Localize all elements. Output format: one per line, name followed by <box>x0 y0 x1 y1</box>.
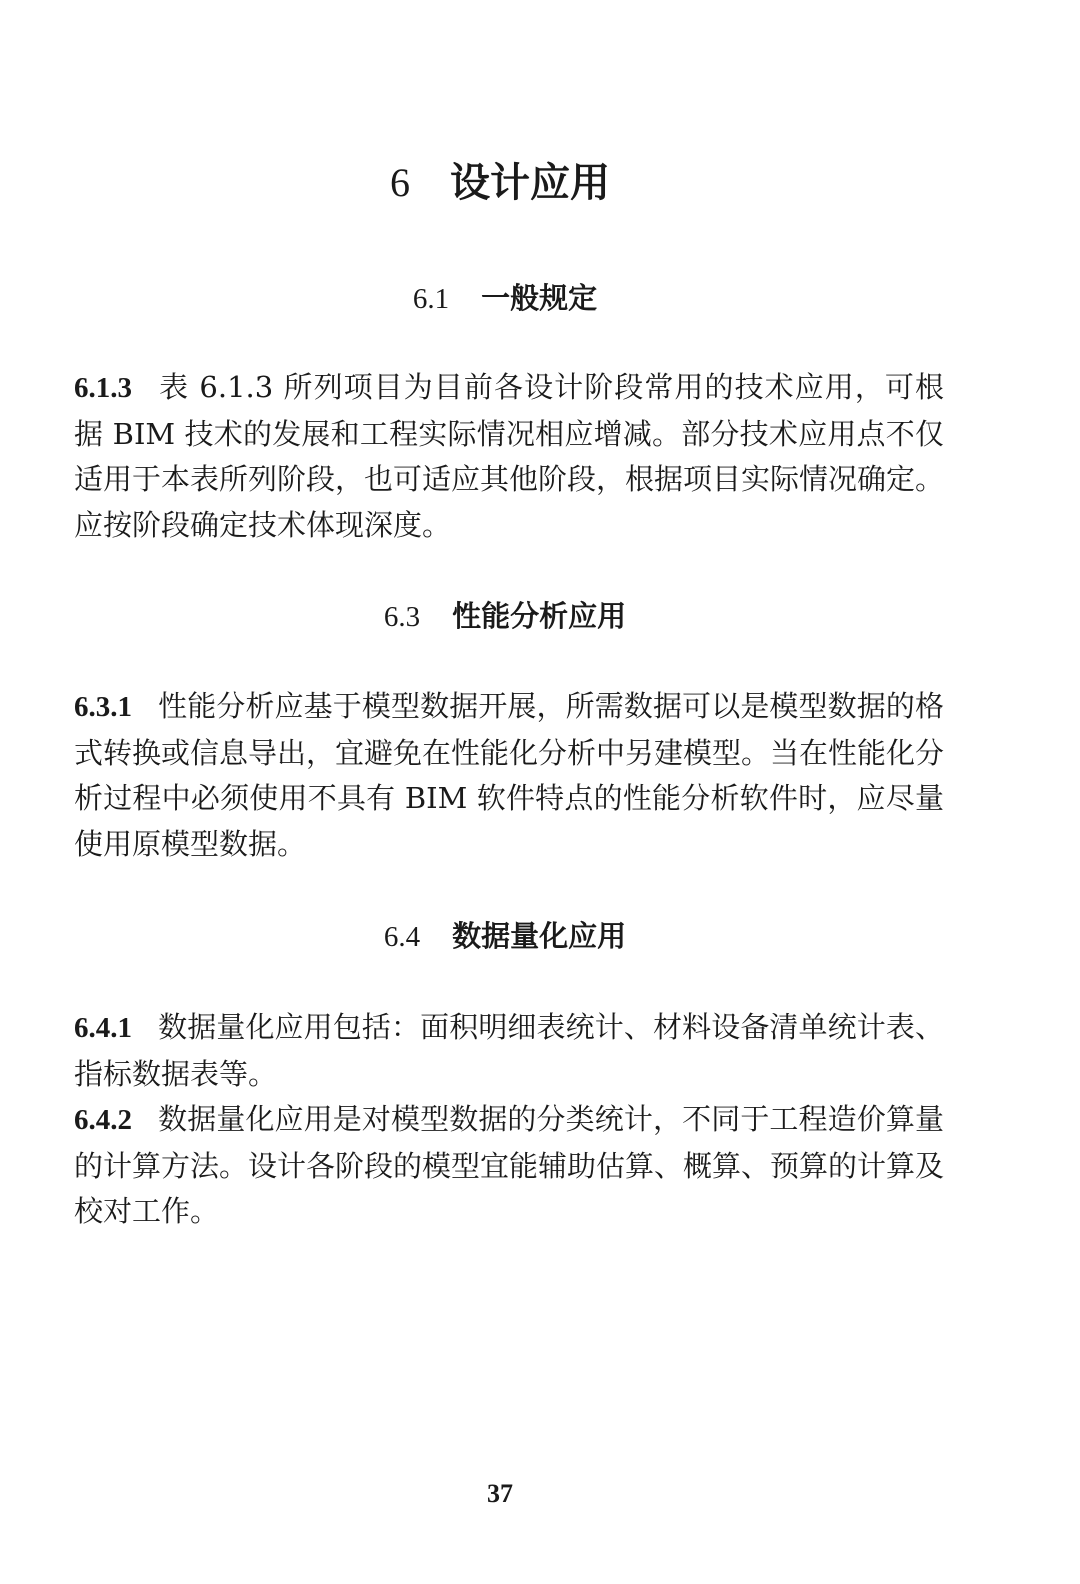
chapter-title <box>0 155 1000 211</box>
section-heading-6-4 <box>0 916 1010 957</box>
clause-text: 性能分析应基于模型数据开展，所需数据可以是模型数据的格式转换或信息导出，宜避免在性能化分析中另建模型。当在性能化分析过程中必须使用不具有 BIM 软件特点的性能分析软件时，应尽量使用原模型数据。 <box>74 689 945 861</box>
chapter-number: 6 <box>390 160 410 205</box>
clause-number: 6.4.1 <box>74 1012 132 1044</box>
clause-text: 数据量化应用是对模型数据的分类统计，不同于工程造价算量的计算方法。设计各阶段的模型宜能辅助估算、概算、预算的计算及校对工作。 <box>74 1102 945 1229</box>
section-title: 性能分析应用 <box>452 599 627 633</box>
clause-6-1-3 <box>74 365 944 548</box>
clause-number: 6.4.2 <box>74 1104 132 1136</box>
section-heading-6-1 <box>0 278 1010 319</box>
clause-number: 6.3.1 <box>74 691 132 723</box>
clause-number: 6.1.3 <box>74 372 132 404</box>
section-heading-6-3 <box>0 596 1010 637</box>
chapter-title-text: 设计应用 <box>450 160 610 206</box>
clause-6-3-1 <box>74 684 944 867</box>
page-number: 37 <box>487 1479 513 1508</box>
clause-text: 表 6.1.3 所列项目为目前各设计阶段常用的技术应用，可根据 BIM 技术的发展和工程实际情况相应增减。部分技术应用点不仅适用于本表所列阶段，也可适应其他阶段，根据项目实际情况确定。应按阶段确定技术体现深度。 <box>74 370 945 542</box>
section-title: 数据量化应用 <box>452 919 627 953</box>
clause-6-4-1 <box>74 1005 944 1097</box>
clause-text: 数据量化应用包括：面积明细表统计、材料设备清单统计表、指标数据表等。 <box>74 1010 944 1091</box>
section-number: 6.3 <box>383 601 421 633</box>
section-title: 一般规定 <box>481 281 598 315</box>
clause-6-4-2 <box>74 1097 944 1235</box>
section-number: 6.4 <box>383 921 421 953</box>
section-number: 6.1 <box>412 283 450 315</box>
